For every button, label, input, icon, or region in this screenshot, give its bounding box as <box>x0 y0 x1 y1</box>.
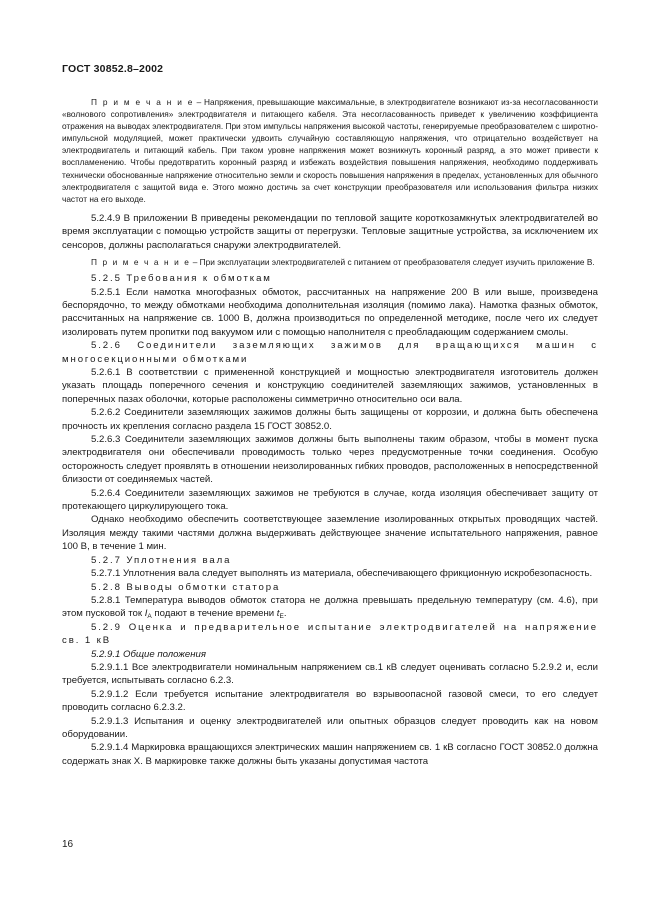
clause-5-2-9-1-3: 5.2.9.1.3 Испытания и оценку электродвигателей или опытных образцов следует проводить как на новом оборудовании. <box>62 715 598 740</box>
clause-5-2-8-1 <box>62 594 598 621</box>
clause-5-2-6-3: 5.2.6.3 Соединители заземляющих зажимов должны быть выполнены таким образом, чтобы в момент пуска электродвигателя они обеспечивали проводимость только через предусмотренные точки соединения. Особую осторожность следует проявлять в отношении неизолированных гибких проводов, расположенных в непосредственной близости от соединяемых частей. <box>62 434 598 486</box>
note-label-2: П р и м е ч а н и е <box>91 257 191 268</box>
note-paragraph <box>62 96 598 205</box>
note-label: П р и м е ч а н и е <box>91 97 194 107</box>
page-number: 16 <box>62 839 74 850</box>
clause-5-2-8-1-text-c: . <box>283 608 287 620</box>
heading-5-2-8: 5.2.8 Выводы обмотки статора <box>91 581 281 593</box>
heading-5-2-7: 5.2.7 Уплотнения вала <box>91 554 232 566</box>
heading-5-2-9: 5.2.9 Оценка и предварительное испытание электродвигателей на напряжение св. 1 кВ <box>62 621 598 647</box>
clause-5-2-9-1-2: 5.2.9.1.2 Если требуется испытание электродвигателя во взрывоопасной газовой смеси, то его следует проводить согласно 6.2.3.2. <box>62 688 598 714</box>
paragraph-grounding: Однако необходимо обеспечить соответствующее заземление изолированных открытых проводящих частей. Изоляция между такими частями должна выдерживать действующее значение испытательного напряжения, равное 100 В, в течение 1 мин. <box>62 514 598 553</box>
note-text: – Напряжения, превышающие максимальные, в электродвигателе возникают из-за несогласованности «волнового сопротивления» электродвигателя и питающего кабеля. Эта несогласованность приведет к увеличению коэффициента отражения на выводах электродвигателя. При этом импульсы напряжения высокой частоты, генерируемые преобразователем с широтно-импульсной модуляцией, может практически удвоить случайную составляющую напряжения, что отрицательно воздействует на электродвигатель и питающий кабель. При таком уровне напряжения может возникнуть коронный разряд, а это может привести к воспламенению. Чтобы предотвратить коронный разряд и избежать воздействия повышения напряжения, необходимо поддерживать технически обоснованные напряжение относительно земли и скорость повышения напряжения в пределах, установленных для обычного электродвигателя с защитой вида е. Этого можно достичь за счет конструкции преобразователя или использования фильтра низких частот на его выходе. <box>62 97 598 204</box>
heading-5-2-5: 5.2.5 Требования к обмоткам <box>91 273 272 285</box>
symbol-current-sub: А <box>147 613 152 621</box>
clause-5-2-9-1-1: 5.2.9.1.1 Все электродвигатели номинальным напряжением св.1 кВ следует оценивать согласно 5.2.9.2 и, если требуется, испытывать согласно 6.2.3. <box>62 661 598 687</box>
symbol-time-sub: Е <box>279 613 284 621</box>
heading-5-2-6: 5.2.6 Соединители заземляющих зажимов для вращающихся машин с многосекционными обмотками <box>62 340 598 365</box>
clause-5-2-4-9: 5.2.4.9 В приложении В приведены рекомендации по тепловой защите короткозамкнутых электродвигателей во время эксплуатации с помощью устройств защиты от перегрузки. Тепловые защитные устройства, за исключением их сенсоров, должны располагаться снаружи электродвигателей. <box>62 212 598 251</box>
note-paragraph-2 <box>62 256 598 268</box>
clause-5-2-6-4: 5.2.6.4 Соединители заземляющих зажимов не требуются в случае, когда изоляция обеспечивает защиту от протекающего циркулирующего тока. <box>62 487 598 513</box>
heading-5-2-9-1: 5.2.9.1 Общие положения <box>91 648 206 660</box>
clause-5-2-8-1-text-a: 5.2.8.1 Температура выводов обмоток статора не должна превышать предельную температуру (см. 4.6), при этом пусковой ток <box>62 594 598 620</box>
clause-5-2-8-1-text-b: подают в течение времени <box>151 608 277 620</box>
clause-5-2-7-1: 5.2.7.1 Уплотнения вала следует выполнять из материала, обеспечивающего фрикционную искробезопасность. <box>91 568 593 580</box>
clause-5-2-9-1-4: 5.2.9.1.4 Маркировка вращающихся электрических машин напряжением св. 1 кВ согласно ГОСТ 30852.0 должна содержать знак Х. В маркировке также должны быть указаны допустимая частота <box>62 742 598 767</box>
note-text-2: – При эксплуатации электродвигателей с питанием от преобразователя следует изучить приложение В. <box>190 257 595 268</box>
symbol-time: t <box>276 608 280 620</box>
clause-5-2-6-1: 5.2.6.1 В соответствии с примененной конструкцией и мощностью электродвигателя изготовитель должен указать площадь поперечного сечения и конструкцию соединителей заземляющих зажимов, установленных в поперечных пазах оболочки, которые расположены симметрично относительно оси вала. <box>62 367 598 405</box>
page-header: ГОСТ 30852.8–2002 <box>62 63 164 75</box>
page-content <box>62 96 598 768</box>
clause-5-2-6-2: 5.2.6.2 Соединители заземляющих зажимов должны быть защищены от коррозии, и должна быть обеспечена прочность их крепления согласно раздела 15 ГОСТ 30852.0. <box>62 407 598 432</box>
symbol-current: I <box>144 608 148 620</box>
clause-5-2-5-1: 5.2.5.1 Если намотка многофазных обмоток, рассчитанных на напряжение 200 В или выше, произведена беспорядочно, то между обмотками необходима дополнительная изоляция (помимо лака). Намотка фазных обмоток, рассчитанных на напряжение св. 1000 В, должна производиться по определенной методике, после чего их следует изолировать путем пропитки под вакуумом или с помощью наполнителя с преобладающим содержанием смолы. <box>62 286 598 338</box>
